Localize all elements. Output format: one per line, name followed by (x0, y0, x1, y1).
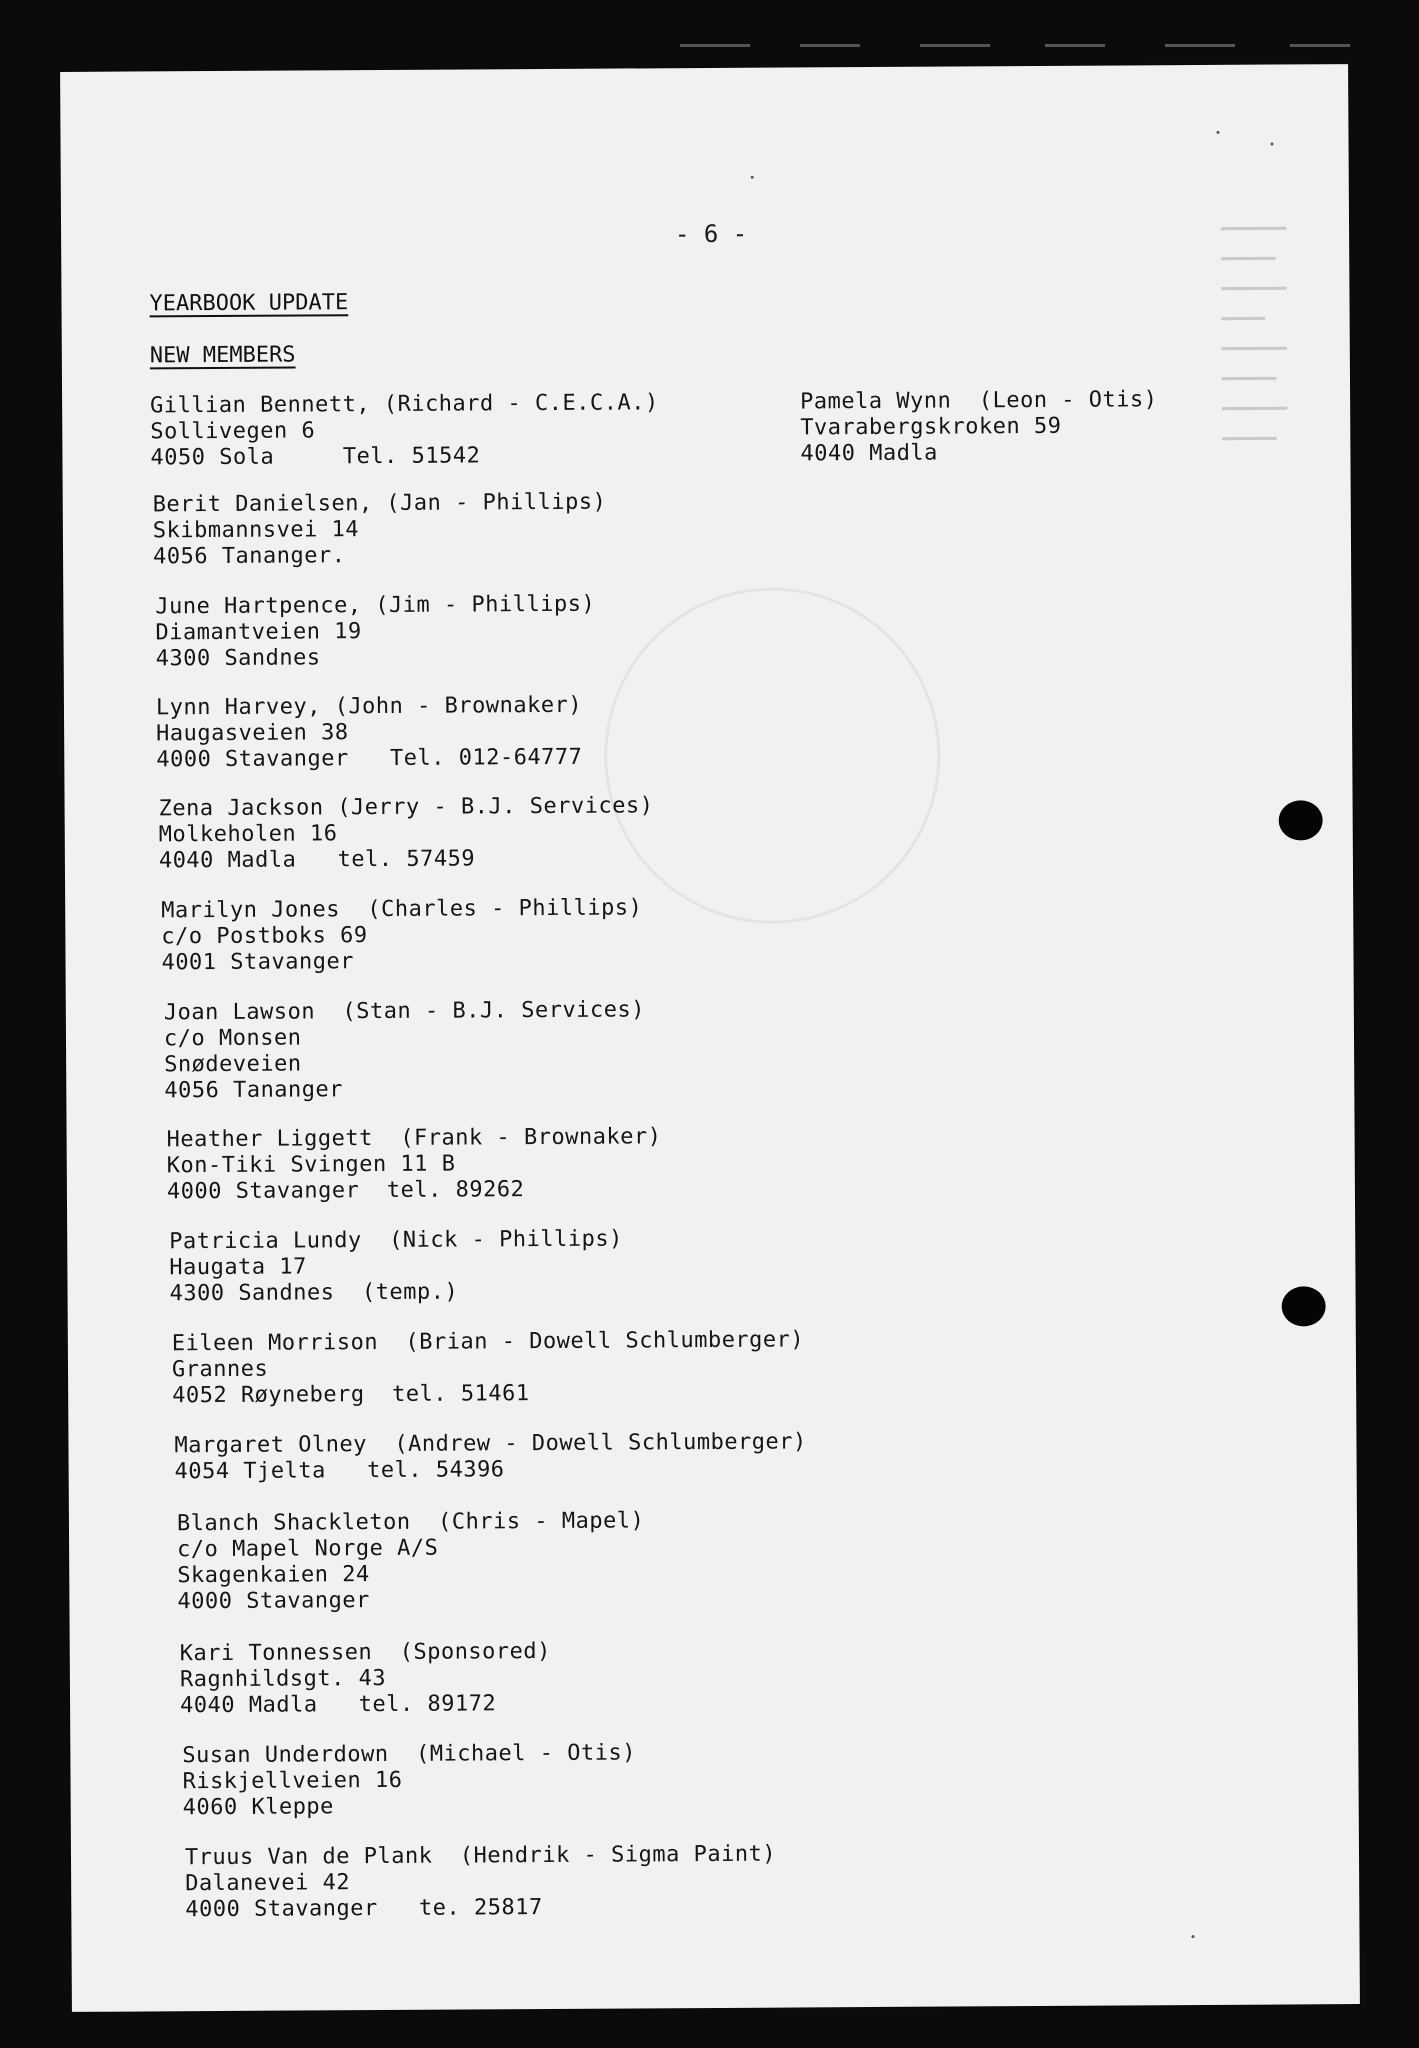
member-address-line: Tvarabergskroken 59 (800, 413, 1062, 441)
member-address-line: Dalanevei 42 (185, 1870, 351, 1897)
member-address-line: Diamantveien 19 (155, 619, 362, 646)
member-name-line: Susan Underdown (Michael - Otis) (182, 1740, 637, 1769)
member-name-line: Zena Jackson (Jerry - B.J. Services) (158, 793, 654, 822)
member-address-line: Skagenkaien 24 (177, 1562, 370, 1589)
member-address-line: 4300 Sandnes (155, 645, 321, 672)
member-name-line: Truus Van de Plank (Hendrik - Sigma Paint) (184, 1841, 777, 1871)
scan-mark (800, 44, 860, 47)
document-page (60, 64, 1360, 2012)
member-name-line: Kari Tonnessen (Sponsored) (179, 1638, 551, 1667)
member-entry (167, 1124, 662, 1205)
member-address-line: 4060 Kleppe (182, 1794, 334, 1821)
scan-mark (920, 44, 990, 47)
member-entry (180, 1639, 552, 1719)
member-name-line: Blanch Shackleton (Chris - Mapel) (176, 1508, 645, 1537)
member-name-line: Heather Liggett (Frank - Brownaker) (166, 1124, 662, 1153)
member-address-line: 4054 Tjelta tel. 54396 (174, 1457, 505, 1485)
member-address-line: 4056 Tananger (164, 1077, 344, 1104)
watermark-seal (603, 587, 941, 925)
member-address-line: c/o Mapel Norge A/S (177, 1535, 439, 1563)
member-entry (172, 1327, 805, 1409)
binder-hole (1282, 1286, 1326, 1326)
scan-speck (751, 176, 754, 179)
binder-hole (1279, 800, 1323, 840)
member-address-line: 4040 Madla tel. 57459 (158, 846, 476, 874)
member-address-line: 4000 Stavanger te. 25817 (185, 1895, 543, 1923)
member-address-line: Grannes (171, 1356, 269, 1383)
member-entry (800, 387, 1158, 467)
member-name-line: Gillian Bennett, (Richard - C.E.C.A.) (150, 390, 659, 419)
member-name-line: June Hartpence, (Jim - Phillips) (155, 591, 596, 620)
member-name-line: Joan Lawson (Stan - B.J. Services) (163, 997, 645, 1026)
member-entry (153, 490, 607, 571)
scan-mark (1045, 44, 1105, 47)
member-entry (159, 793, 654, 874)
member-entry (182, 1740, 636, 1821)
member-address-line: 4040 Madla (800, 440, 938, 467)
member-name-line: Pamela Wynn (Leon - Otis) (800, 387, 1158, 415)
member-address-line: Skibmannsvei 14 (152, 517, 360, 544)
member-entry (185, 1842, 777, 1924)
member-entry (150, 390, 659, 471)
member-entry (177, 1508, 645, 1615)
member-name-line: Eileen Morrison (Brian - Dowell Schlumberger) (171, 1327, 805, 1357)
member-address-line: Haugasveien 38 (156, 720, 349, 747)
bleed-through-text: ━━━━━━ ━━━━━ ━━━━━━ ━━━━ ━━━━━━ ━━━━━ ━━━━━━ ━━━━━ (1221, 218, 1288, 450)
page-number: - 6 - (674, 219, 748, 249)
member-entry (174, 1429, 807, 1485)
member-address-line: Kon-Tiki Svingen 11 B (166, 1151, 456, 1179)
member-address-line: c/o Monsen (163, 1025, 302, 1052)
member-name-line: Berit Danielsen, (Jan - Phillips) (152, 489, 607, 518)
member-address-line: Riskjellveien 16 (182, 1767, 403, 1795)
scan-mark (1165, 44, 1235, 47)
member-address-line: 4000 Stavanger tel. 89262 (166, 1177, 525, 1205)
member-address-line: Molkeholen 16 (158, 821, 338, 848)
member-address-line: c/o Postboks 69 (161, 923, 368, 950)
member-address-line: 4056 Tananger. (152, 543, 346, 570)
section-heading: NEW MEMBERS (149, 342, 296, 369)
scan-mark (680, 44, 750, 47)
scan-speck (1216, 131, 1219, 134)
member-address-line: Haugata 17 (169, 1254, 307, 1281)
member-name-line: Patricia Lundy (Nick - Phillips) (169, 1226, 623, 1255)
scan-mark (1290, 44, 1350, 47)
member-address-line: Ragnhildsgt. 43 (179, 1665, 387, 1693)
scan-speck (1191, 1935, 1194, 1938)
member-address-line: Snødeveien (164, 1051, 302, 1078)
member-entry (161, 895, 643, 976)
member-name-line: Marilyn Jones (Charles - Phillips) (161, 895, 643, 924)
member-entry (169, 1227, 623, 1308)
member-address-line: 4001 Stavanger (161, 949, 355, 976)
member-name-line: Lynn Harvey, (John - Brownaker) (155, 692, 583, 721)
member-name-line: Margaret Olney (Andrew - Dowell Schlumberger) (174, 1429, 807, 1459)
member-address-line: Sollivegen 6 (150, 418, 316, 445)
scan-speck (1271, 143, 1274, 146)
member-address-line: 4052 Røyneberg tel. 51461 (172, 1381, 530, 1409)
member-address-line: 4000 Stavanger (177, 1588, 370, 1615)
member-entry (164, 997, 646, 1104)
member-entry (155, 592, 595, 673)
member-address-line: 4000 Stavanger Tel. 012-64777 (156, 744, 583, 773)
member-entry (156, 693, 583, 774)
member-address-line: 4040 Madla tel. 89172 (179, 1691, 497, 1719)
member-address-line: 4300 Sandnes (temp.) (169, 1279, 459, 1307)
scanner-background (0, 0, 1419, 70)
member-address-line: 4050 Sola Tel. 51542 (150, 443, 481, 471)
page-title: YEARBOOK UPDATE (149, 290, 349, 317)
